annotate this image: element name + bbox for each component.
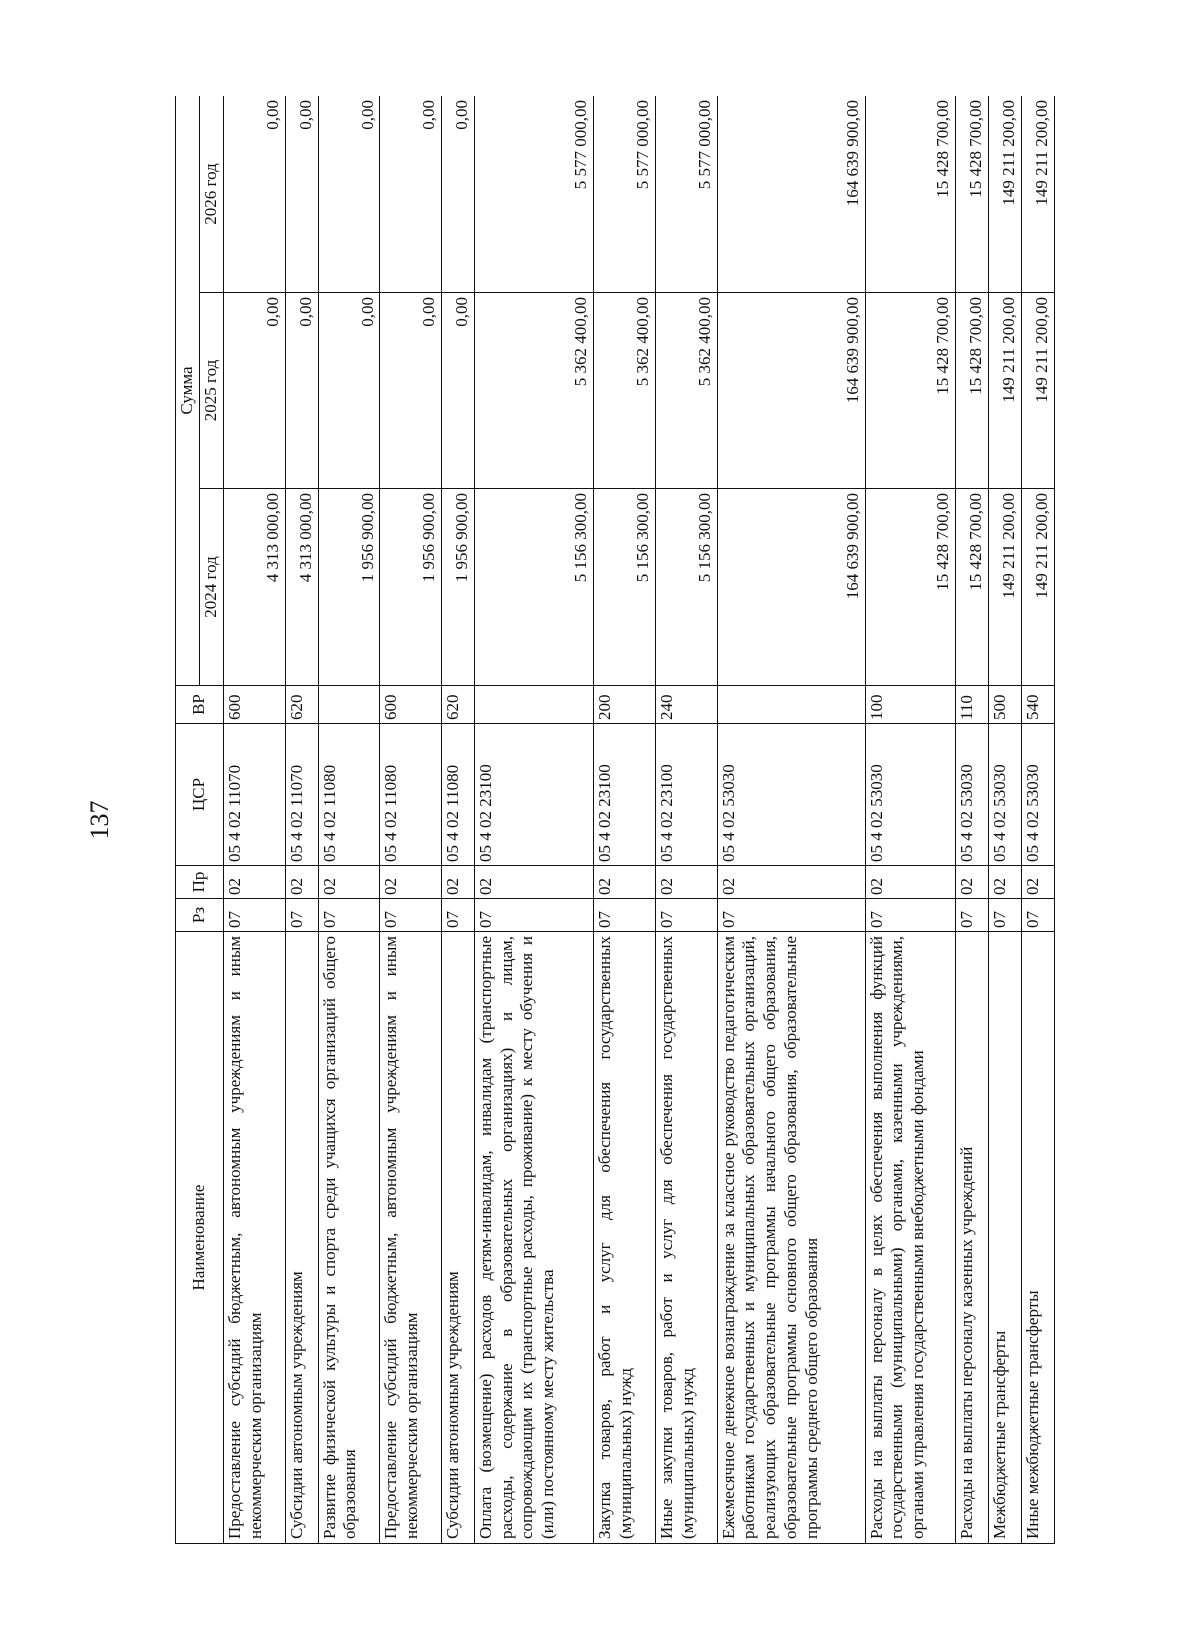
cell-2025: 5 362 400,00 (474, 293, 593, 489)
cell-vr (717, 686, 865, 724)
cell-csr: 05 4 02 11070 (224, 724, 286, 866)
cell-csr: 05 4 02 11080 (318, 724, 380, 866)
cell-pr: 02 (474, 866, 593, 899)
cell-2024: 149 211 200,00 (1021, 489, 1054, 686)
cell-2024: 1 956 900,00 (318, 489, 380, 686)
cell-2025: 149 211 200,00 (1021, 293, 1054, 489)
cell-csr: 05 4 02 23100 (474, 724, 593, 866)
cell-2025: 15 428 700,00 (956, 293, 989, 489)
cell-name: Иные межбюджетные трансферты (1021, 932, 1054, 1544)
cell-pr: 02 (655, 866, 717, 899)
cell-csr: 05 4 02 23100 (594, 724, 656, 866)
rotated-page (175, 96, 1055, 1544)
table-row (717, 96, 865, 1544)
cell-csr: 05 4 02 11080 (380, 724, 442, 866)
cell-rz: 07 (956, 899, 989, 932)
cell-2025: 5 362 400,00 (594, 293, 656, 489)
header-name: Наименование (176, 932, 224, 1544)
cell-pr: 02 (1021, 866, 1054, 899)
cell-rz: 07 (717, 899, 865, 932)
header-rz: Рз (176, 899, 224, 932)
cell-name: Оплата (возмещение) расходов детям-инвалидам, инвалидам (транспортные расходы, содержание в образовательных организациях) и лицам, сопровождающим их (транспортные расходы, проживание) к месту обучения и (или) постоянному месту жительства (474, 932, 593, 1544)
cell-2026: 5 577 000,00 (474, 96, 593, 293)
cell-csr: 05 4 02 53030 (865, 724, 955, 866)
cell-2024: 15 428 700,00 (865, 489, 955, 686)
cell-pr: 02 (956, 866, 989, 899)
cell-2026: 5 577 000,00 (655, 96, 717, 293)
cell-2026: 149 211 200,00 (989, 96, 1022, 293)
cell-rz: 07 (474, 899, 593, 932)
table-row (224, 96, 286, 1544)
cell-name: Межбюджетные трансферты (989, 932, 1022, 1544)
cell-pr: 02 (989, 866, 1022, 899)
cell-2025: 0,00 (285, 293, 318, 489)
table-row (956, 96, 989, 1544)
cell-2026: 0,00 (380, 96, 442, 293)
cell-2026: 0,00 (442, 96, 475, 293)
table-row (1021, 96, 1054, 1544)
cell-pr: 02 (865, 866, 955, 899)
cell-vr: 200 (594, 686, 656, 724)
cell-2026: 15 428 700,00 (956, 96, 989, 293)
table-row (655, 96, 717, 1544)
cell-rz: 07 (224, 899, 286, 932)
cell-name: Предоставление субсидий бюджетным, автономным учреждениям и иным некоммерческим организациям (380, 932, 442, 1544)
cell-2025: 5 362 400,00 (655, 293, 717, 489)
table-row (380, 96, 442, 1544)
header-vr: ВР (176, 686, 224, 724)
cell-2026: 0,00 (285, 96, 318, 293)
cell-rz: 07 (285, 899, 318, 932)
cell-rz: 07 (1021, 899, 1054, 932)
table-viewport (175, 96, 1055, 1544)
cell-rz: 07 (318, 899, 380, 932)
table-row (442, 96, 475, 1544)
cell-name: Расходы на выплаты персоналу казенных учреждений (956, 932, 989, 1544)
cell-2024: 5 156 300,00 (474, 489, 593, 686)
cell-rz: 07 (594, 899, 656, 932)
cell-vr: 600 (224, 686, 286, 724)
cell-pr: 02 (224, 866, 286, 899)
cell-2025: 164 639 900,00 (717, 293, 865, 489)
cell-name: Субсидии автономным учреждениям (285, 932, 318, 1544)
table-row (989, 96, 1022, 1544)
cell-pr: 02 (380, 866, 442, 899)
cell-2026: 164 639 900,00 (717, 96, 865, 293)
cell-csr: 05 4 02 23100 (655, 724, 717, 866)
cell-vr: 620 (442, 686, 475, 724)
cell-2026: 0,00 (318, 96, 380, 293)
cell-2025: 0,00 (224, 293, 286, 489)
header-pr: Пр (176, 866, 224, 899)
cell-name: Предоставление субсидий бюджетным, автономным учреждениям и иным некоммерческим организациям (224, 932, 286, 1544)
cell-2024: 4 313 000,00 (285, 489, 318, 686)
cell-2026: 5 577 000,00 (594, 96, 656, 293)
page-number: 137 (85, 800, 114, 840)
cell-2025: 149 211 200,00 (989, 293, 1022, 489)
table-row (474, 96, 593, 1544)
cell-pr: 02 (442, 866, 475, 899)
table-row (865, 96, 955, 1544)
cell-csr: 05 4 02 53030 (989, 724, 1022, 866)
cell-name: Субсидии автономным учреждениям (442, 932, 475, 1544)
cell-rz: 07 (865, 899, 955, 932)
cell-vr: 100 (865, 686, 955, 724)
cell-csr: 05 4 02 53030 (956, 724, 989, 866)
cell-csr: 05 4 02 53030 (717, 724, 865, 866)
cell-2025: 0,00 (380, 293, 442, 489)
cell-pr: 02 (594, 866, 656, 899)
cell-rz: 07 (380, 899, 442, 932)
table-row (285, 96, 318, 1544)
cell-2024: 5 156 300,00 (655, 489, 717, 686)
cell-2026: 15 428 700,00 (865, 96, 955, 293)
cell-vr (318, 686, 380, 724)
cell-rz: 07 (989, 899, 1022, 932)
cell-2024: 149 211 200,00 (989, 489, 1022, 686)
header-2025: 2025 год (200, 293, 224, 489)
cell-2024: 1 956 900,00 (442, 489, 475, 686)
cell-csr: 05 4 02 11070 (285, 724, 318, 866)
cell-name: Расходы на выплаты персоналу в целях обеспечения выполнения функций государственными (муниципальными) органами, казенными учреждениями, органами управления государственными внебюджетными фондами (865, 932, 955, 1544)
cell-rz: 07 (442, 899, 475, 932)
cell-vr (474, 686, 593, 724)
cell-vr: 620 (285, 686, 318, 724)
cell-csr: 05 4 02 53030 (1021, 724, 1054, 866)
header-csr: ЦСР (176, 724, 224, 866)
cell-2025: 0,00 (318, 293, 380, 489)
cell-name: Развитие физической культуры и спорта среди учащихся организаций общего образования (318, 932, 380, 1544)
cell-pr: 02 (318, 866, 380, 899)
cell-2024: 5 156 300,00 (594, 489, 656, 686)
cell-vr: 600 (380, 686, 442, 724)
cell-2026: 0,00 (224, 96, 286, 293)
cell-name: Ежемесячное денежное вознаграждение за классное руководство педагогическим работникам государственных и муниципальных образовательных организаций, реализующих образовательные программы начального общего образования, образовательные программы основного общего образования, образовательные программы среднего общего образования (717, 932, 865, 1544)
header-2026: 2026 год (200, 96, 224, 293)
cell-pr: 02 (285, 866, 318, 899)
cell-2025: 0,00 (442, 293, 475, 489)
cell-2026: 149 211 200,00 (1021, 96, 1054, 293)
cell-vr: 110 (956, 686, 989, 724)
cell-rz: 07 (655, 899, 717, 932)
table-row (318, 96, 380, 1544)
cell-csr: 05 4 02 11080 (442, 724, 475, 866)
table-body (224, 96, 1055, 1544)
cell-2024: 15 428 700,00 (956, 489, 989, 686)
cell-vr: 240 (655, 686, 717, 724)
header-2024: 2024 год (200, 489, 224, 686)
cell-name: Иные закупки товаров, работ и услуг для обеспечения государственных (муниципальных) нужд (655, 932, 717, 1544)
cell-vr: 500 (989, 686, 1022, 724)
header-sum: Сумма (176, 96, 200, 686)
cell-2024: 164 639 900,00 (717, 489, 865, 686)
cell-2024: 1 956 900,00 (380, 489, 442, 686)
cell-name: Закупка товаров, работ и услуг для обеспечения государственных (муниципальных) нужд (594, 932, 656, 1544)
budget-table (175, 96, 1055, 1544)
cell-vr: 540 (1021, 686, 1054, 724)
table-row (594, 96, 656, 1544)
cell-pr: 02 (717, 866, 865, 899)
cell-2024: 4 313 000,00 (224, 489, 286, 686)
cell-2025: 15 428 700,00 (865, 293, 955, 489)
